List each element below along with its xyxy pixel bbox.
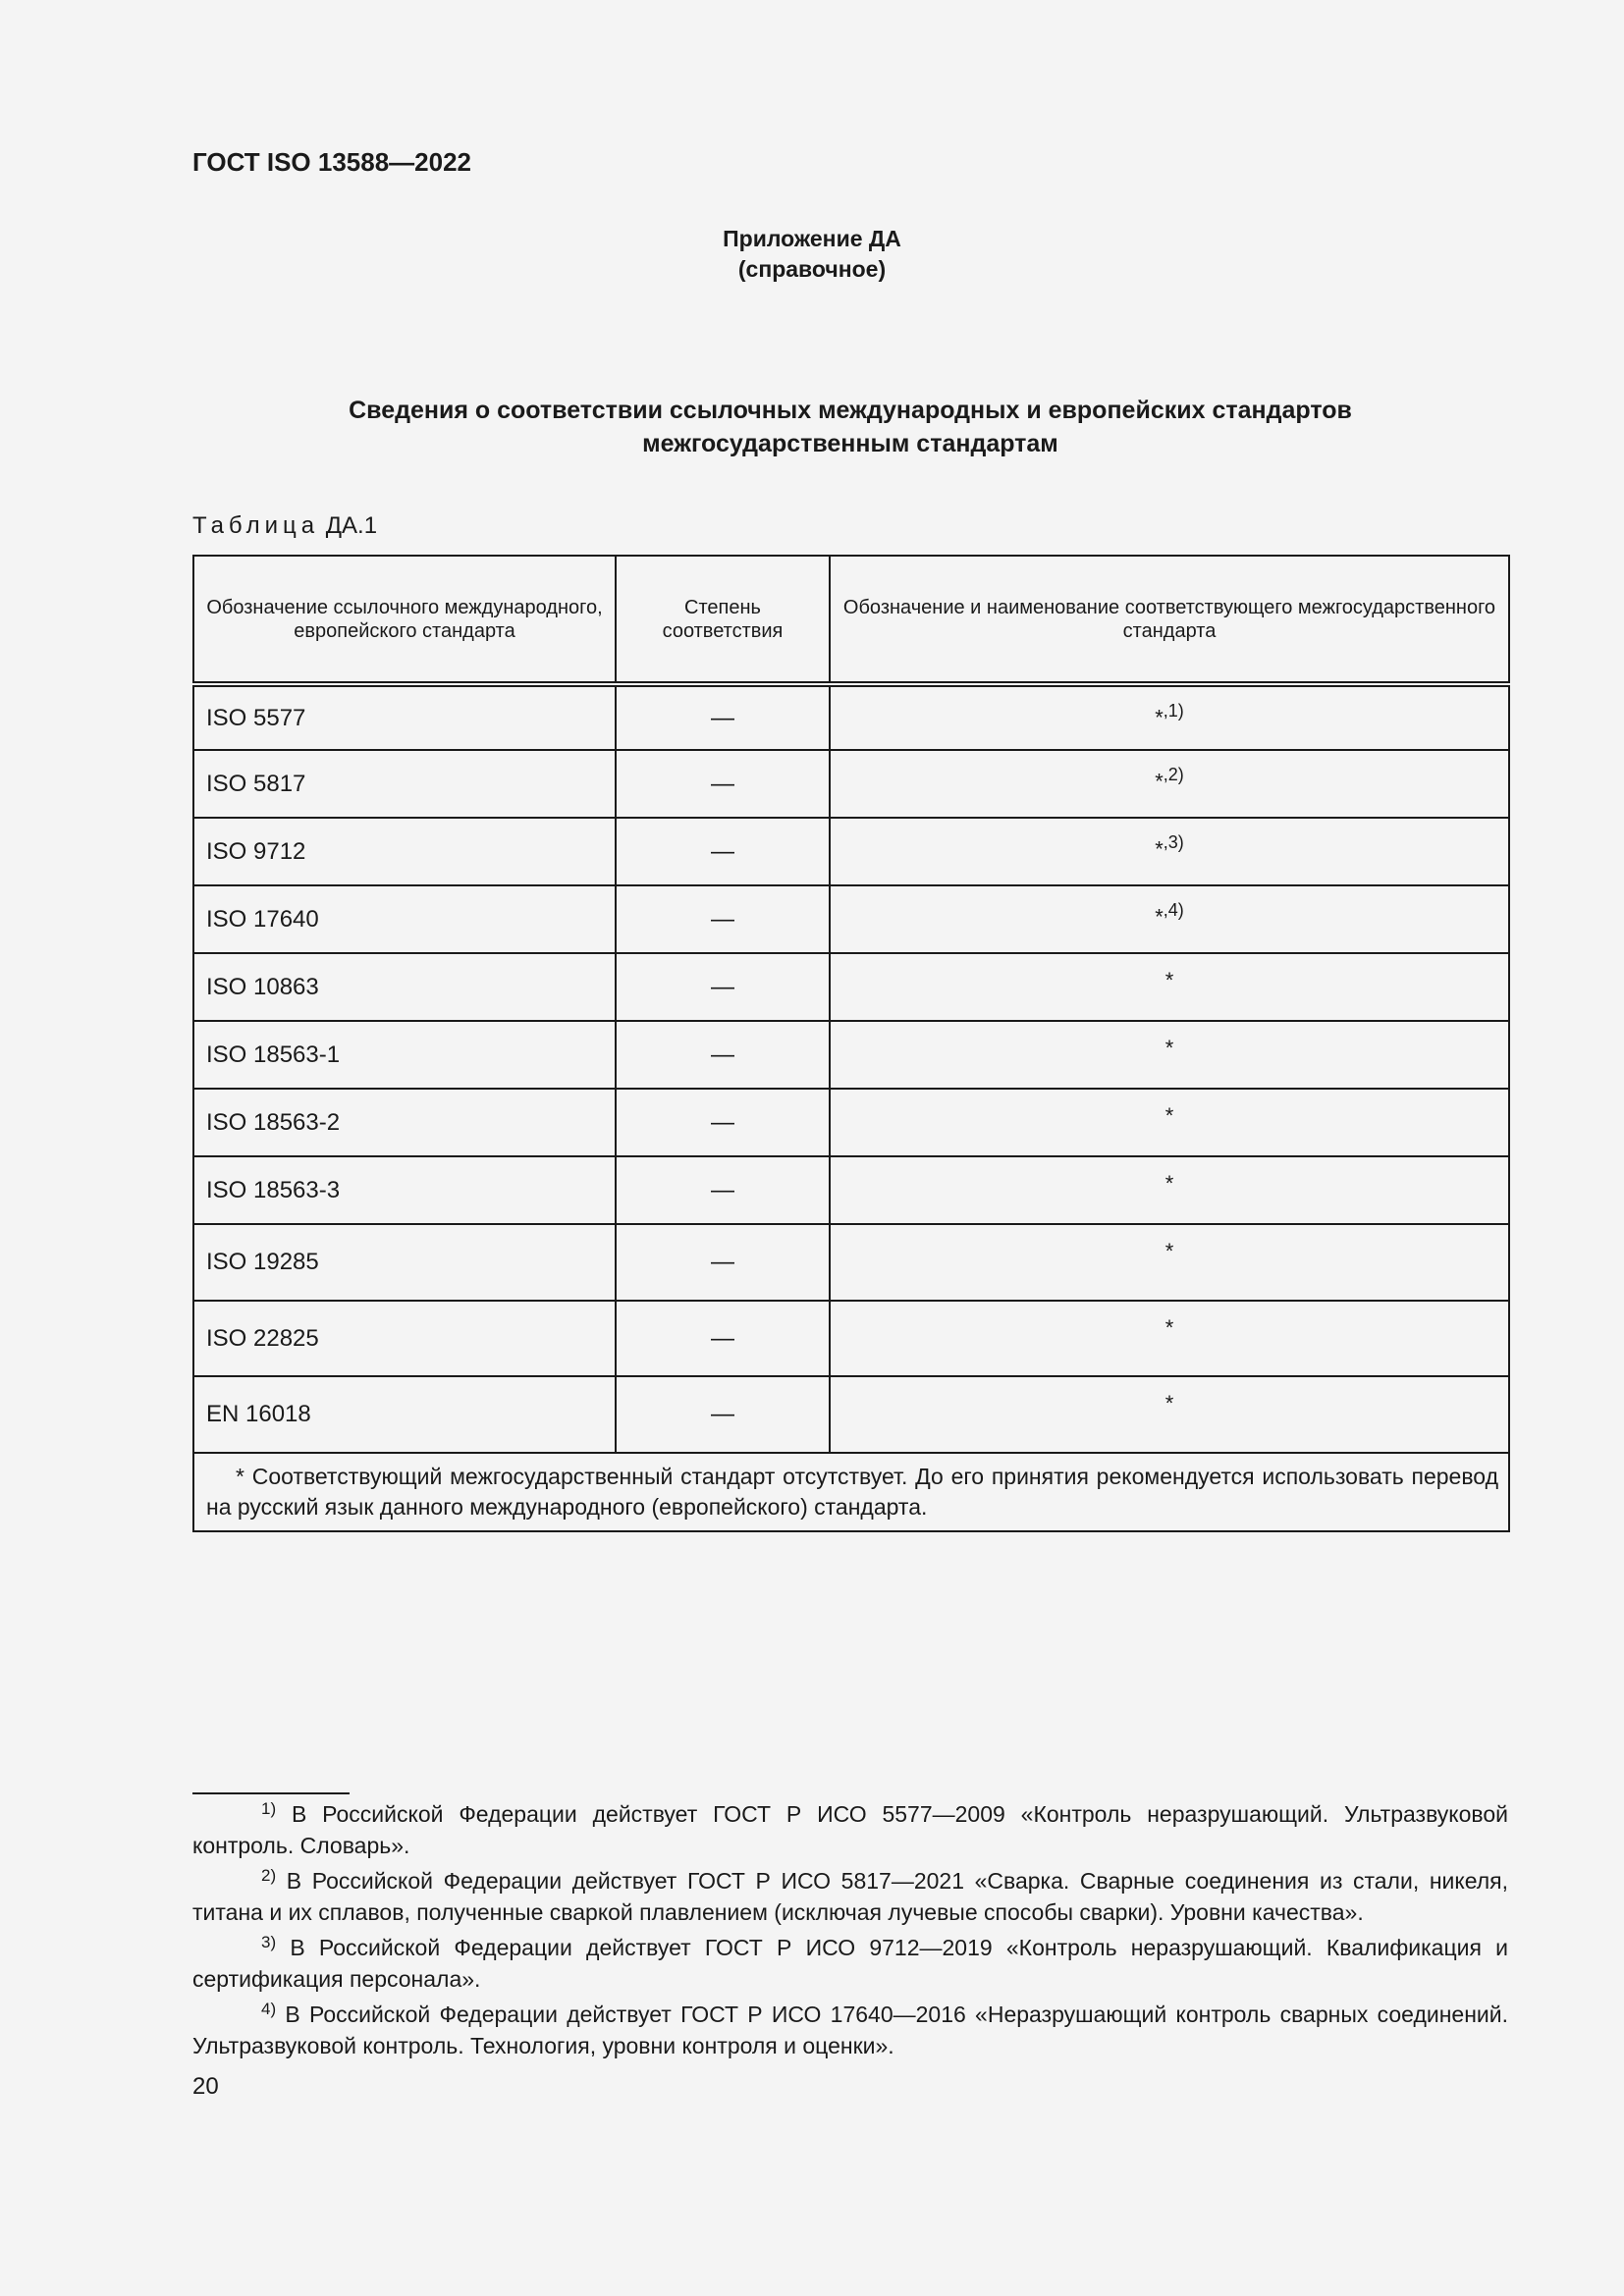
asterisk-mark: *: [1164, 1171, 1174, 1196]
table-row: [193, 1156, 1509, 1224]
standard-code: ISO 5577: [193, 684, 616, 750]
table-row: [193, 684, 1509, 750]
appendix-subtitle: (справочное): [737, 256, 887, 282]
asterisk-mark: *: [1164, 1239, 1174, 1263]
standard-code: ISO 18563-2: [193, 1089, 616, 1156]
page-number: 20: [192, 2073, 219, 2100]
degree-value: —: [616, 818, 830, 885]
table-row: [193, 1224, 1509, 1301]
section-title: [192, 394, 1508, 460]
equivalent-standard: [830, 684, 1509, 750]
standard-code: ISO 18563-3: [193, 1156, 616, 1224]
footnote-mark: 2): [261, 1866, 277, 1885]
asterisk-mark: *: [1155, 705, 1164, 730]
header-reference-standard: Обозначение ссылочного международного, европейского стандарта: [193, 556, 616, 684]
table-footnote: [193, 1453, 1509, 1531]
degree-value: —: [616, 1089, 830, 1156]
footnote-2: [192, 1865, 1508, 1928]
equivalent-standard: [830, 750, 1509, 818]
degree-value: —: [616, 1156, 830, 1224]
table-label-word: Таблица: [192, 512, 320, 539]
asterisk-mark: *: [1164, 1036, 1174, 1060]
standard-code: ISO 5817: [193, 750, 616, 818]
table-row: [193, 953, 1509, 1021]
asterisk-mark: *: [1164, 1391, 1174, 1415]
degree-value: —: [616, 1301, 830, 1376]
asterisk-mark: *: [1155, 836, 1164, 862]
footnote-mark: 4): [261, 2000, 277, 2018]
header-degree: Степень соответствия: [616, 556, 830, 684]
standard-code: ISO 18563-1: [193, 1021, 616, 1089]
standard-code: ISO 9712: [193, 818, 616, 885]
footnote-ref: ,4): [1163, 900, 1184, 920]
footnote-mark: 3): [261, 1933, 277, 1951]
asterisk-mark: *: [1164, 1103, 1174, 1128]
degree-value: —: [616, 953, 830, 1021]
table-label-number: ДА.1: [325, 512, 378, 539]
standard-code: ISO 17640: [193, 885, 616, 953]
document-code: ГОСТ ISO 13588—2022: [192, 147, 472, 177]
appendix-title: Приложение ДА: [723, 226, 901, 251]
equivalent-standard: [830, 885, 1509, 953]
section-title-line-2: межгосударственным стандартам: [642, 430, 1058, 457]
table-row: [193, 1376, 1509, 1453]
table-footnote-text: * Соответствующий межгосударственный стандарт отсутствует. До его принятия рекомендуется использовать перевод на русский язык данного международного (европейского) стандарта.: [206, 1464, 1498, 1520]
footnote-ref: ,1): [1163, 701, 1184, 721]
standard-code: ISO 22825: [193, 1301, 616, 1376]
table-header-row: [193, 556, 1509, 684]
standard-code: ISO 19285: [193, 1224, 616, 1301]
table-row: [193, 818, 1509, 885]
section-title-line-1: Сведения о соответствии ссылочных международных и европейских стандартов: [349, 397, 1352, 424]
asterisk-mark: *: [1164, 1315, 1174, 1340]
equivalent-standard: [830, 818, 1509, 885]
footnote-4: [192, 1999, 1508, 2061]
header-interstate-standard: Обозначение и наименование соответствующего межгосударственного стандарта: [830, 556, 1509, 684]
equivalent-standard: [830, 1301, 1509, 1376]
footnote-ref: ,3): [1163, 832, 1184, 852]
table-row: [193, 1301, 1509, 1376]
footnote-text: В Российской Федерации действует ГОСТ Р ИСО 17640—2016 «Неразрушающий контроль сварных соединений. Ультразвуковой контроль. Технология, уровни контроля и оценки».: [192, 2002, 1509, 2058]
appendix-heading: [0, 224, 1624, 285]
correspondence-table: [192, 555, 1510, 1532]
equivalent-standard: [830, 1376, 1509, 1453]
table-label: [192, 512, 377, 540]
footnote-3: [192, 1932, 1508, 1995]
equivalent-standard: [830, 1224, 1509, 1301]
table-row: [193, 885, 1509, 953]
asterisk-mark: *: [1164, 968, 1174, 992]
standard-code: EN 16018: [193, 1376, 616, 1453]
footnote-1: [192, 1798, 1508, 1861]
degree-value: —: [616, 684, 830, 750]
table-row: [193, 1021, 1509, 1089]
equivalent-standard: [830, 953, 1509, 1021]
table-row: [193, 1089, 1509, 1156]
degree-value: —: [616, 1021, 830, 1089]
asterisk-mark: *: [1155, 769, 1164, 794]
table-row: [193, 750, 1509, 818]
degree-value: —: [616, 1224, 830, 1301]
footnote-ref: ,2): [1163, 765, 1184, 784]
footnote-text: В Российской Федерации действует ГОСТ Р ИСО 5577—2009 «Контроль неразрушающий. Ультразвуковой контроль. Словарь».: [192, 1801, 1508, 1858]
standard-code: ISO 10863: [193, 953, 616, 1021]
footnote-mark: 1): [261, 1799, 277, 1818]
footnote-text: В Российской Федерации действует ГОСТ Р ИСО 9712—2019 «Контроль неразрушающий. Квалификация и сертификация персонала».: [192, 1935, 1508, 1992]
equivalent-standard: [830, 1156, 1509, 1224]
degree-value: —: [616, 885, 830, 953]
equivalent-standard: [830, 1089, 1509, 1156]
footnote-text: В Российской Федерации действует ГОСТ Р ИСО 5817—2021 «Сварка. Сварные соединения из стали, никеля, титана и их сплавов, полученные сваркой плавлением (исключая лучевые способы сварки). Уровни качества».: [192, 1868, 1509, 1925]
degree-value: —: [616, 750, 830, 818]
equivalent-standard: [830, 1021, 1509, 1089]
degree-value: —: [616, 1376, 830, 1453]
table-footnote-row: [193, 1453, 1509, 1531]
footnotes: [192, 1798, 1508, 2065]
footnote-separator: [192, 1792, 350, 1794]
asterisk-mark: *: [1155, 904, 1164, 930]
